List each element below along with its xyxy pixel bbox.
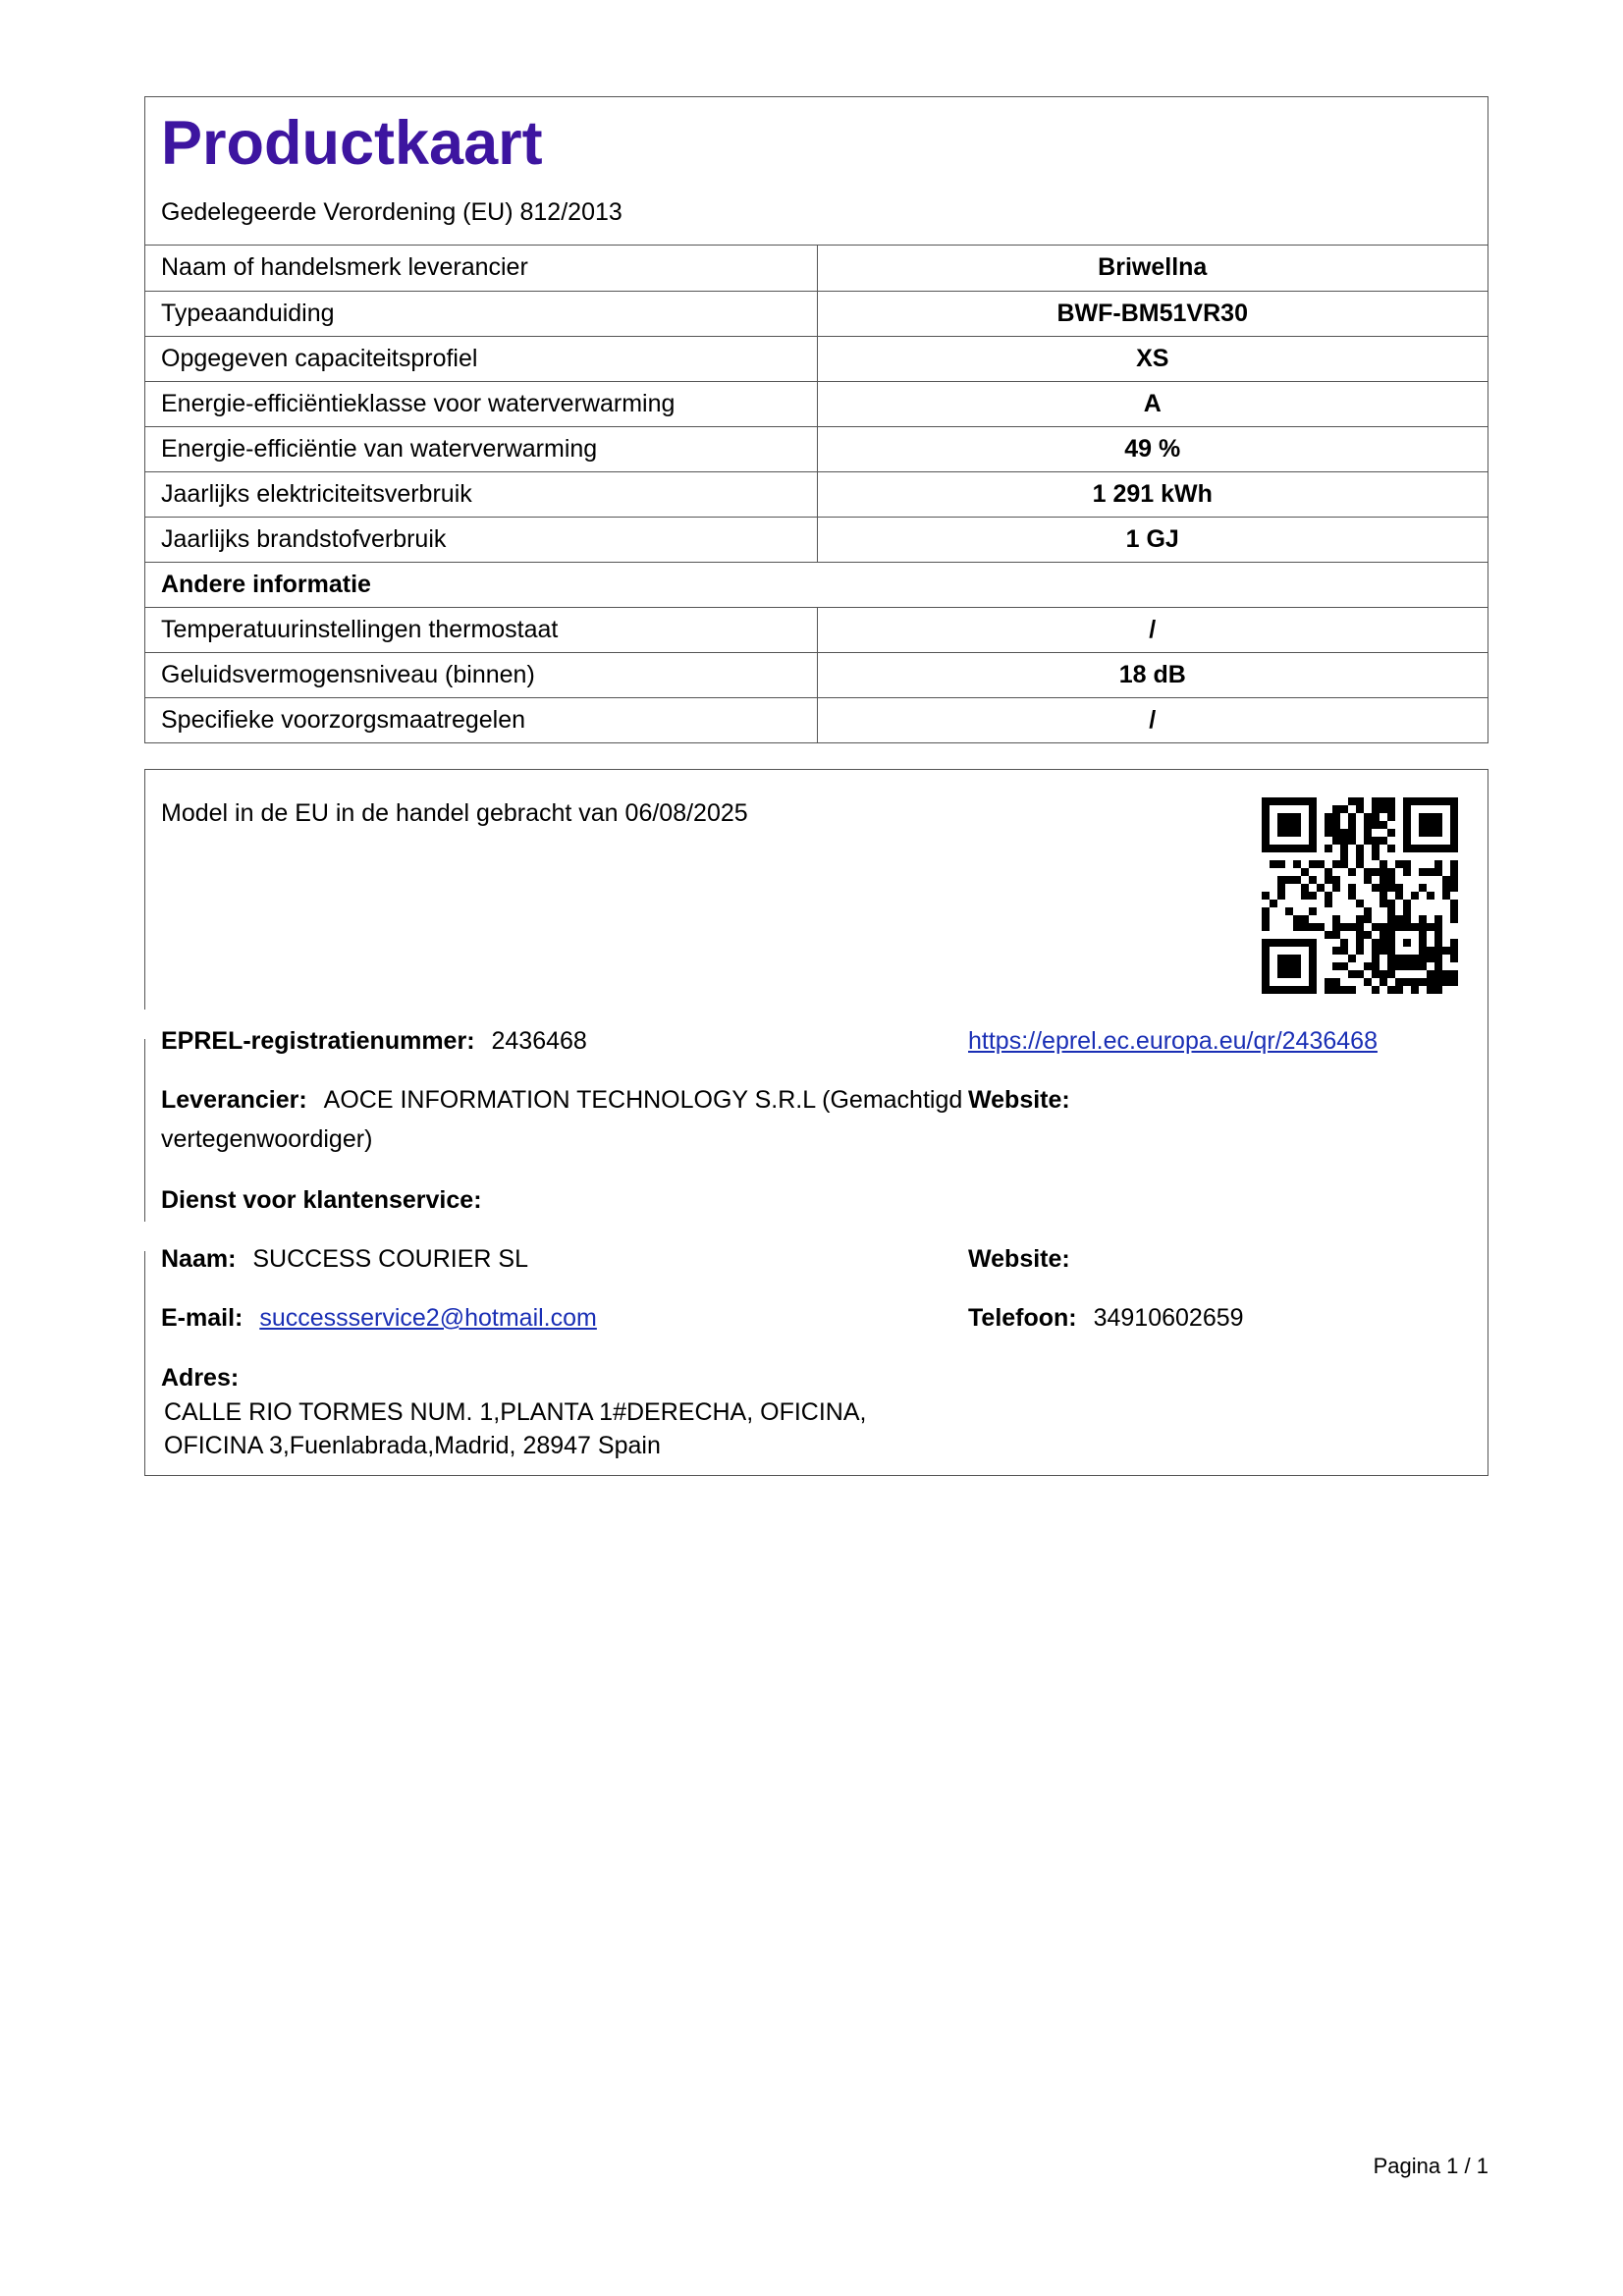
info-card (144, 769, 1488, 1476)
row-label: Jaarlijks brandstofverbruik (145, 517, 817, 562)
table-row (145, 246, 1488, 291)
row-label: Typeaanduiding (145, 291, 817, 336)
row-value: 1 GJ (817, 517, 1488, 562)
address-label: Adres: (161, 1364, 240, 1392)
product-card-header (145, 97, 1488, 246)
row-value: 49 % (817, 426, 1488, 471)
phone-value: 34910602659 (1093, 1304, 1244, 1332)
row-label: Geluidsvermogensniveau (binnen) (145, 652, 817, 697)
table-row (145, 426, 1488, 471)
email-row (161, 1304, 597, 1333)
row-value: A (817, 381, 1488, 426)
table-row (145, 336, 1488, 381)
market-date-text: Model in de EU in de handel gebracht van 06/08/2025 (161, 799, 748, 827)
spec-table (145, 246, 1488, 742)
row-value: / (817, 697, 1488, 742)
phone-label: Telefoon: (968, 1304, 1077, 1332)
service-website-label: Website: (968, 1245, 1070, 1273)
service-name-row (161, 1245, 528, 1274)
address-line1: CALLE RIO TORMES NUM. 1,PLANTA 1#DERECHA, OFICINA, (164, 1398, 867, 1426)
product-sheet (144, 96, 1488, 1476)
row-value: 1 291 kWh (817, 471, 1488, 517)
supplier-label: Leverancier: (161, 1086, 307, 1114)
eprel-label: EPREL-registratienummer: (161, 1027, 475, 1055)
phone-row (968, 1304, 1244, 1333)
product-card (144, 96, 1488, 743)
table-row (145, 697, 1488, 742)
supplier-website-label: Website: (968, 1086, 1070, 1114)
name-label: Naam: (161, 1245, 237, 1273)
page-number: Pagina 1 / 1 (1373, 2154, 1488, 2178)
table-row (145, 471, 1488, 517)
row-value: / (817, 607, 1488, 652)
supplier-name-cont: vertegenwoordiger) (161, 1125, 373, 1153)
address-line2: OFICINA 3,Fuenlabrada,Madrid, 28947 Spain (164, 1432, 661, 1459)
email-label: E-mail: (161, 1304, 243, 1332)
row-label: Naam of handelsmerk leverancier (145, 246, 817, 291)
eprel-link-wrap (968, 1027, 1378, 1056)
eprel-number: 2436468 (491, 1027, 587, 1055)
row-value: BWF-BM51VR30 (817, 291, 1488, 336)
row-value: Briwellna (1098, 253, 1208, 282)
row-value: XS (817, 336, 1488, 381)
row-value: 18 dB (817, 652, 1488, 697)
row-label: Temperatuurinstellingen thermostaat (145, 607, 817, 652)
table-row (145, 607, 1488, 652)
section-row (145, 562, 1488, 607)
qr-code-icon (1262, 797, 1458, 994)
row-label: Energie-efficiëntieklasse voor waterverwarming (145, 381, 817, 426)
regulation-subtitle: Gedelegeerde Verordening (EU) 812/2013 (161, 198, 622, 226)
row-label: Opgegeven capaciteitsprofiel (145, 336, 817, 381)
table-row (145, 381, 1488, 426)
row-label: Jaarlijks elektriciteitsverbruik (145, 471, 817, 517)
name-value: SUCCESS COURIER SL (252, 1245, 528, 1273)
supplier-line1 (161, 1086, 962, 1115)
table-row (145, 652, 1488, 697)
eprel-link[interactable]: https://eprel.ec.europa.eu/qr/2436468 (968, 1027, 1378, 1055)
supplier-name: AOCE INFORMATION TECHNOLOGY S.R.L (Gemachtigd (323, 1086, 963, 1114)
customer-service-heading: Dienst voor klantenservice: (161, 1186, 482, 1214)
eprel-row (161, 1027, 587, 1056)
row-label: Energie-efficiëntie van waterverwarming (145, 426, 817, 471)
table-row (145, 291, 1488, 336)
row-label: Specifieke voorzorgsmaatregelen (145, 697, 817, 742)
section-title: Andere informatie (145, 562, 1488, 607)
table-row (145, 517, 1488, 562)
email-link[interactable]: successservice2@hotmail.com (259, 1304, 597, 1332)
page-title: Productkaart (161, 109, 543, 178)
